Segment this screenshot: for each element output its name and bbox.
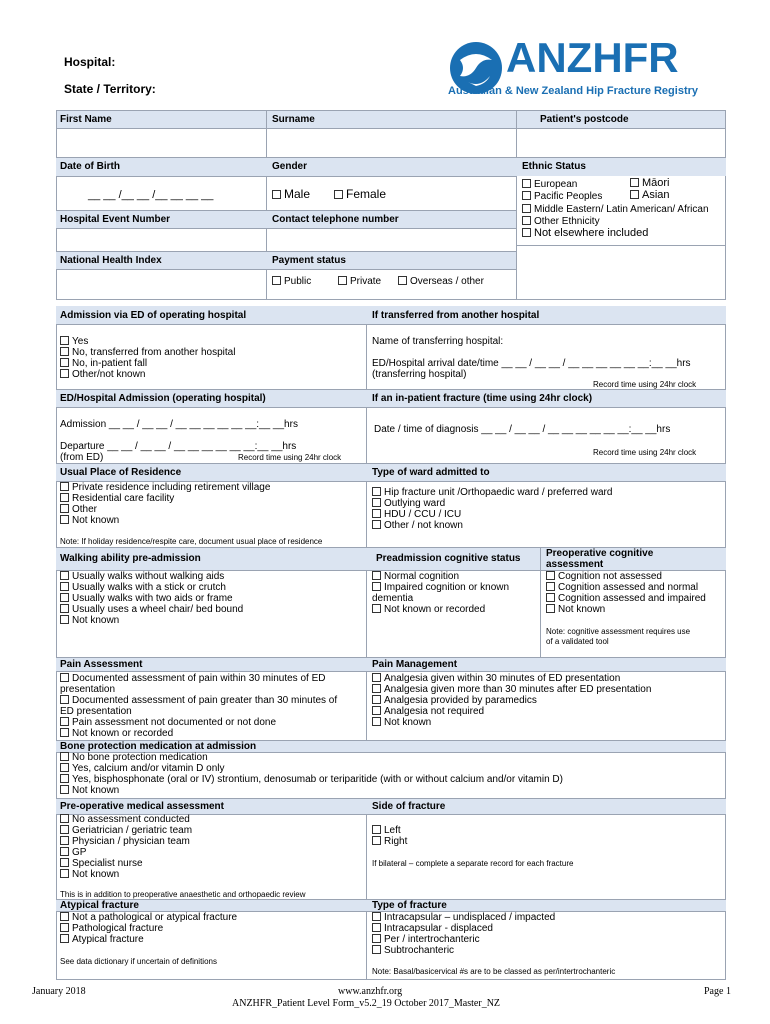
type-note: Note: Basal/basicervical #s are to be classed as per/intertrochanteric <box>372 967 616 976</box>
female-checkbox-icon <box>334 190 343 199</box>
checkbox-icon <box>60 593 69 602</box>
checkbox-icon <box>60 763 69 772</box>
side-note: If bilateral – complete a separate record for each fracture <box>372 859 574 868</box>
inpatient-title: If an in-patient fracture (time using 24hr clock) <box>372 393 593 404</box>
transfer-arrival[interactable]: ED/Hospital arrival date/time __ __ / __ __ / __ __ __ __ __ __:__ __hrs <box>372 358 691 369</box>
type-undisplaced[interactable]: Intracapsular – undisplaced / impacted <box>372 912 555 923</box>
checkbox-icon <box>60 934 69 943</box>
side-title: Side of fracture <box>372 801 446 812</box>
preop-title-2: assessment <box>546 559 604 570</box>
checkbox-icon <box>372 836 381 845</box>
cog-impaired[interactable]: Impaired cognition or known <box>372 582 509 593</box>
medical-physician[interactable]: Physician / physician team <box>60 836 190 847</box>
checkbox-icon <box>372 509 381 518</box>
residence-title: Usual Place of Residence <box>60 467 182 478</box>
medical-unknown[interactable]: Not known <box>60 869 119 880</box>
checkbox-icon <box>272 276 281 285</box>
checkbox-icon <box>60 336 69 345</box>
ethnic-mela[interactable]: Middle Eastern/ Latin American/ African <box>522 204 709 215</box>
first-name-label: First Name <box>60 114 112 125</box>
checkbox-icon <box>60 869 69 878</box>
checkbox-icon <box>60 923 69 932</box>
residence-other[interactable]: Other <box>60 504 97 515</box>
walk-two-aids[interactable]: Usually walks with two aids or frame <box>60 593 233 604</box>
ward-title: Type of ward admitted to <box>372 467 490 478</box>
diagnosis-datetime[interactable]: Date / time of diagnosis __ __ / __ __ / __ __ __ __ __ __:__ __hrs <box>374 424 671 435</box>
dob-field[interactable]: __ __ /__ __ /__ __ __ __ <box>88 189 214 201</box>
preop-not-assessed[interactable]: Cognition not assessed <box>546 571 662 582</box>
atypical-not[interactable]: Not a pathological or atypical fracture <box>60 912 237 923</box>
medical-nurse[interactable]: Specialist nurse <box>60 858 143 869</box>
ethnic-nei[interactable]: Not elsewhere included <box>522 228 648 239</box>
logo-wordmark: ANZHFR <box>506 34 679 81</box>
dep-24hr-note: Record time using 24hr clock <box>238 453 342 462</box>
checkbox-icon <box>60 493 69 502</box>
departure-datetime[interactable]: Departure __ __ / __ __ / __ __ __ __ __ __:__ __hrs <box>60 441 297 452</box>
checkbox-icon <box>372 912 381 921</box>
checkbox-icon <box>372 582 381 591</box>
pain-not-done[interactable]: Pain assessment not documented or not done <box>60 717 276 728</box>
checkbox-icon <box>630 178 639 187</box>
analgesia-not-required[interactable]: Analgesia not required <box>372 706 484 717</box>
type-subtrochanteric[interactable]: Subtrochanteric <box>372 945 454 956</box>
checkbox-icon <box>60 774 69 783</box>
payment-public[interactable]: Public <box>272 276 311 287</box>
diag-24hr-note: Record time using 24hr clock <box>593 448 697 457</box>
bone-title: Bone protection medication at admission <box>60 741 257 752</box>
ed-no-transfer[interactable]: No, transferred from another hospital <box>60 347 235 358</box>
checkbox-icon <box>372 825 381 834</box>
analgesia-paramedics[interactable]: Analgesia provided by paramedics <box>372 695 537 706</box>
checkbox-icon <box>372 487 381 496</box>
checkbox-icon <box>60 912 69 921</box>
checkbox-icon <box>60 858 69 867</box>
residence-note: Note: If holiday residence/respite care, document usual place of residence <box>60 537 323 546</box>
transfer-name: Name of transferring hospital: <box>372 336 504 347</box>
state-label: State / Territory: <box>64 82 156 96</box>
side-right[interactable]: Right <box>372 836 407 847</box>
medical-gp[interactable]: GP <box>60 847 86 858</box>
footer-page: Page 1 <box>704 986 731 997</box>
ward-outlying[interactable]: Outlying ward <box>372 498 445 509</box>
walking-title: Walking ability pre-admission <box>60 553 201 564</box>
medical-note: This is in addition to preoperative anaesthetic and orthopaedic review <box>60 890 306 899</box>
cog-title: Preadmission cognitive status <box>376 553 521 564</box>
checkbox-icon <box>372 934 381 943</box>
gender-female[interactable]: Female <box>334 188 386 201</box>
ed-no-fall[interactable]: No, in-patient fall <box>60 358 147 369</box>
checkbox-icon <box>522 204 531 213</box>
checkbox-icon <box>60 482 69 491</box>
checkbox-icon <box>522 191 531 200</box>
checkbox-icon <box>372 684 381 693</box>
side-left[interactable]: Left <box>372 825 401 836</box>
footer-date: January 2018 <box>32 986 86 997</box>
ward-other[interactable]: Other / not known <box>372 520 463 531</box>
checkbox-icon <box>546 571 555 580</box>
checkbox-icon <box>60 604 69 613</box>
walk-wheelchair[interactable]: Usually uses a wheel chair/ bed bound <box>60 604 243 615</box>
analgesia-within-30[interactable]: Analgesia given within 30 minutes of ED presentation <box>372 673 620 684</box>
checkbox-icon <box>60 347 69 356</box>
walk-stick[interactable]: Usually walks with a stick or crutch <box>60 582 226 593</box>
checkbox-icon <box>372 673 381 682</box>
checkbox-icon <box>60 717 69 726</box>
gender-male[interactable]: Male <box>272 188 310 201</box>
pain-title: Pain Assessment <box>60 659 143 670</box>
surname-label: Surname <box>272 114 315 125</box>
contact-label: Contact telephone number <box>272 214 399 225</box>
residence-care[interactable]: Residential care facility <box>60 493 174 504</box>
event-number-label: Hospital Event Number <box>60 214 171 225</box>
ed-other[interactable]: Other/not known <box>60 369 145 380</box>
bone-calcium[interactable]: Yes, calcium and/or vitamin D only <box>60 763 224 774</box>
transfer-title: If transferred from another hospital <box>372 310 540 321</box>
ed-yes[interactable]: Yes <box>60 336 88 347</box>
pain-unknown[interactable]: Not known or recorded <box>60 728 173 739</box>
payment-overseas[interactable]: Overseas / other <box>398 276 484 287</box>
pain-within-30[interactable]: Documented assessment of pain within 30 minutes of ED <box>60 673 325 684</box>
checkbox-icon <box>546 604 555 613</box>
hospital-label: Hospital: <box>64 55 116 69</box>
checkbox-icon <box>60 847 69 856</box>
logo-tagline: Australian & New Zealand Hip Fracture Registry <box>448 85 699 97</box>
residence-private[interactable]: Private residence including retirement village <box>60 482 270 493</box>
ethnic-other[interactable]: Other Ethnicity <box>522 216 600 227</box>
medical-none[interactable]: No assessment conducted <box>60 814 190 825</box>
pain-ed-presentation: ED presentation <box>60 706 132 717</box>
checkbox-icon <box>372 717 381 726</box>
male-checkbox-icon <box>272 190 281 199</box>
transfer-sub: (transferring hospital) <box>372 369 467 380</box>
atypical-atypical[interactable]: Atypical fracture <box>60 934 144 945</box>
checkbox-icon <box>60 825 69 834</box>
footer-url[interactable]: www.anzhfr.org <box>338 986 403 997</box>
checkbox-icon <box>60 728 69 737</box>
edh-title: ED/Hospital Admission (operating hospital) <box>60 393 266 404</box>
checkbox-icon <box>630 190 639 199</box>
checkbox-icon <box>60 814 69 823</box>
checkbox-icon <box>60 615 69 624</box>
type-displaced[interactable]: Intracapsular - displaced <box>372 923 493 934</box>
checkbox-icon <box>60 369 69 378</box>
ethnic-european[interactable]: European <box>522 179 577 190</box>
dob-label: Date of Birth <box>60 161 120 172</box>
checkbox-icon <box>60 785 69 794</box>
atypical-pathological[interactable]: Pathological fracture <box>60 923 163 934</box>
bone-unknown[interactable]: Not known <box>60 785 119 796</box>
ed-title: Admission via ED of operating hospital <box>60 310 247 321</box>
checkbox-icon <box>372 520 381 529</box>
checkbox-icon <box>372 571 381 580</box>
checkbox-icon <box>522 179 531 188</box>
medical-title: Pre-operative medical assessment <box>60 801 224 812</box>
cog-normal[interactable]: Normal cognition <box>372 571 459 582</box>
preop-impaired[interactable]: Cognition assessed and impaired <box>546 593 706 604</box>
pain-over-30[interactable]: Documented assessment of pain greater than 30 minutes of <box>60 695 337 706</box>
checkbox-icon <box>60 571 69 580</box>
analgesia-unknown[interactable]: Not known <box>372 717 431 728</box>
analgesia-over-30[interactable]: Analgesia given more than 30 minutes after ED presentation <box>372 684 651 695</box>
residence-unknown[interactable]: Not known <box>60 515 119 526</box>
departure-sub: (from ED) <box>60 452 104 463</box>
atypical-note: See data dictionary if uncertain of definitions <box>60 957 217 966</box>
checkbox-icon <box>546 593 555 602</box>
ethnic-label: Ethnic Status <box>522 161 586 172</box>
ward-hdu[interactable]: HDU / CCU / ICU <box>372 509 461 520</box>
checkbox-icon <box>372 604 381 613</box>
checkbox-icon <box>60 582 69 591</box>
type-title: Type of fracture <box>372 900 447 911</box>
checkbox-icon <box>60 695 69 704</box>
cog-dementia: dementia <box>372 593 414 604</box>
payment-private[interactable]: Private <box>338 276 381 287</box>
medical-geriatrician[interactable]: Geriatrician / geriatric team <box>60 825 192 836</box>
gender-label: Gender <box>272 161 308 172</box>
pain-presentation: presentation <box>60 684 116 695</box>
transfer-24hr-note: Record time using 24hr clock <box>593 380 697 389</box>
checkbox-icon <box>522 228 531 237</box>
checkbox-icon <box>372 695 381 704</box>
walk-unknown[interactable]: Not known <box>60 615 119 626</box>
checkbox-icon <box>372 923 381 932</box>
postcode-label: Patient's postcode <box>540 114 629 125</box>
checkbox-icon <box>60 504 69 513</box>
footer-file: ANZHFR_Patient Level Form_v5.2_19 October 2017_Master_NZ <box>232 998 501 1009</box>
checkbox-icon <box>60 673 69 682</box>
checkbox-icon <box>372 498 381 507</box>
ward-hfu[interactable]: Hip fracture unit /Orthopaedic ward / preferred ward <box>372 487 612 498</box>
checkbox-icon <box>522 216 531 225</box>
bone-bisphosphonate[interactable]: Yes, bisphosphonate (oral or IV) strontium, denosumab or teriparitide (with or without calcium and/or vitamin D) <box>60 774 563 785</box>
checkbox-icon <box>338 276 347 285</box>
preop-note-2: of a validated tool <box>546 637 609 646</box>
admission-datetime[interactable]: Admission __ __ / __ __ / __ __ __ __ __ __:__ __hrs <box>60 419 298 430</box>
checkbox-icon <box>60 358 69 367</box>
preop-normal[interactable]: Cognition assessed and normal <box>546 582 698 593</box>
walk-no-aids[interactable]: Usually walks without walking aids <box>60 571 224 582</box>
payment-label: Payment status <box>272 255 346 266</box>
ethnic-pacific[interactable]: Pacific Peoples <box>522 191 602 202</box>
preop-title-1: Preoperative cognitive <box>546 548 654 559</box>
type-intertrochanteric[interactable]: Per / intertrochanteric <box>372 934 480 945</box>
checkbox-icon <box>546 582 555 591</box>
checkbox-icon <box>60 836 69 845</box>
preop-unknown[interactable]: Not known <box>546 604 605 615</box>
ethnic-maori[interactable]: Māori <box>630 178 670 189</box>
pain-mgmt-title: Pain Management <box>372 659 458 670</box>
row-header-2 <box>56 158 726 176</box>
preop-note-1: Note: cognitive assessment requires use <box>546 627 691 636</box>
atypical-title: Atypical fracture <box>60 900 139 911</box>
checkbox-icon <box>60 752 69 761</box>
checkbox-icon <box>398 276 407 285</box>
ethnic-asian[interactable]: Asian <box>630 190 670 201</box>
checkbox-icon <box>372 706 381 715</box>
cog-unknown[interactable]: Not known or recorded <box>372 604 485 615</box>
bone-none[interactable]: No bone protection medication <box>60 752 208 763</box>
checkbox-icon <box>372 945 381 954</box>
checkbox-icon <box>60 515 69 524</box>
nhi-label: National Health Index <box>60 255 162 266</box>
